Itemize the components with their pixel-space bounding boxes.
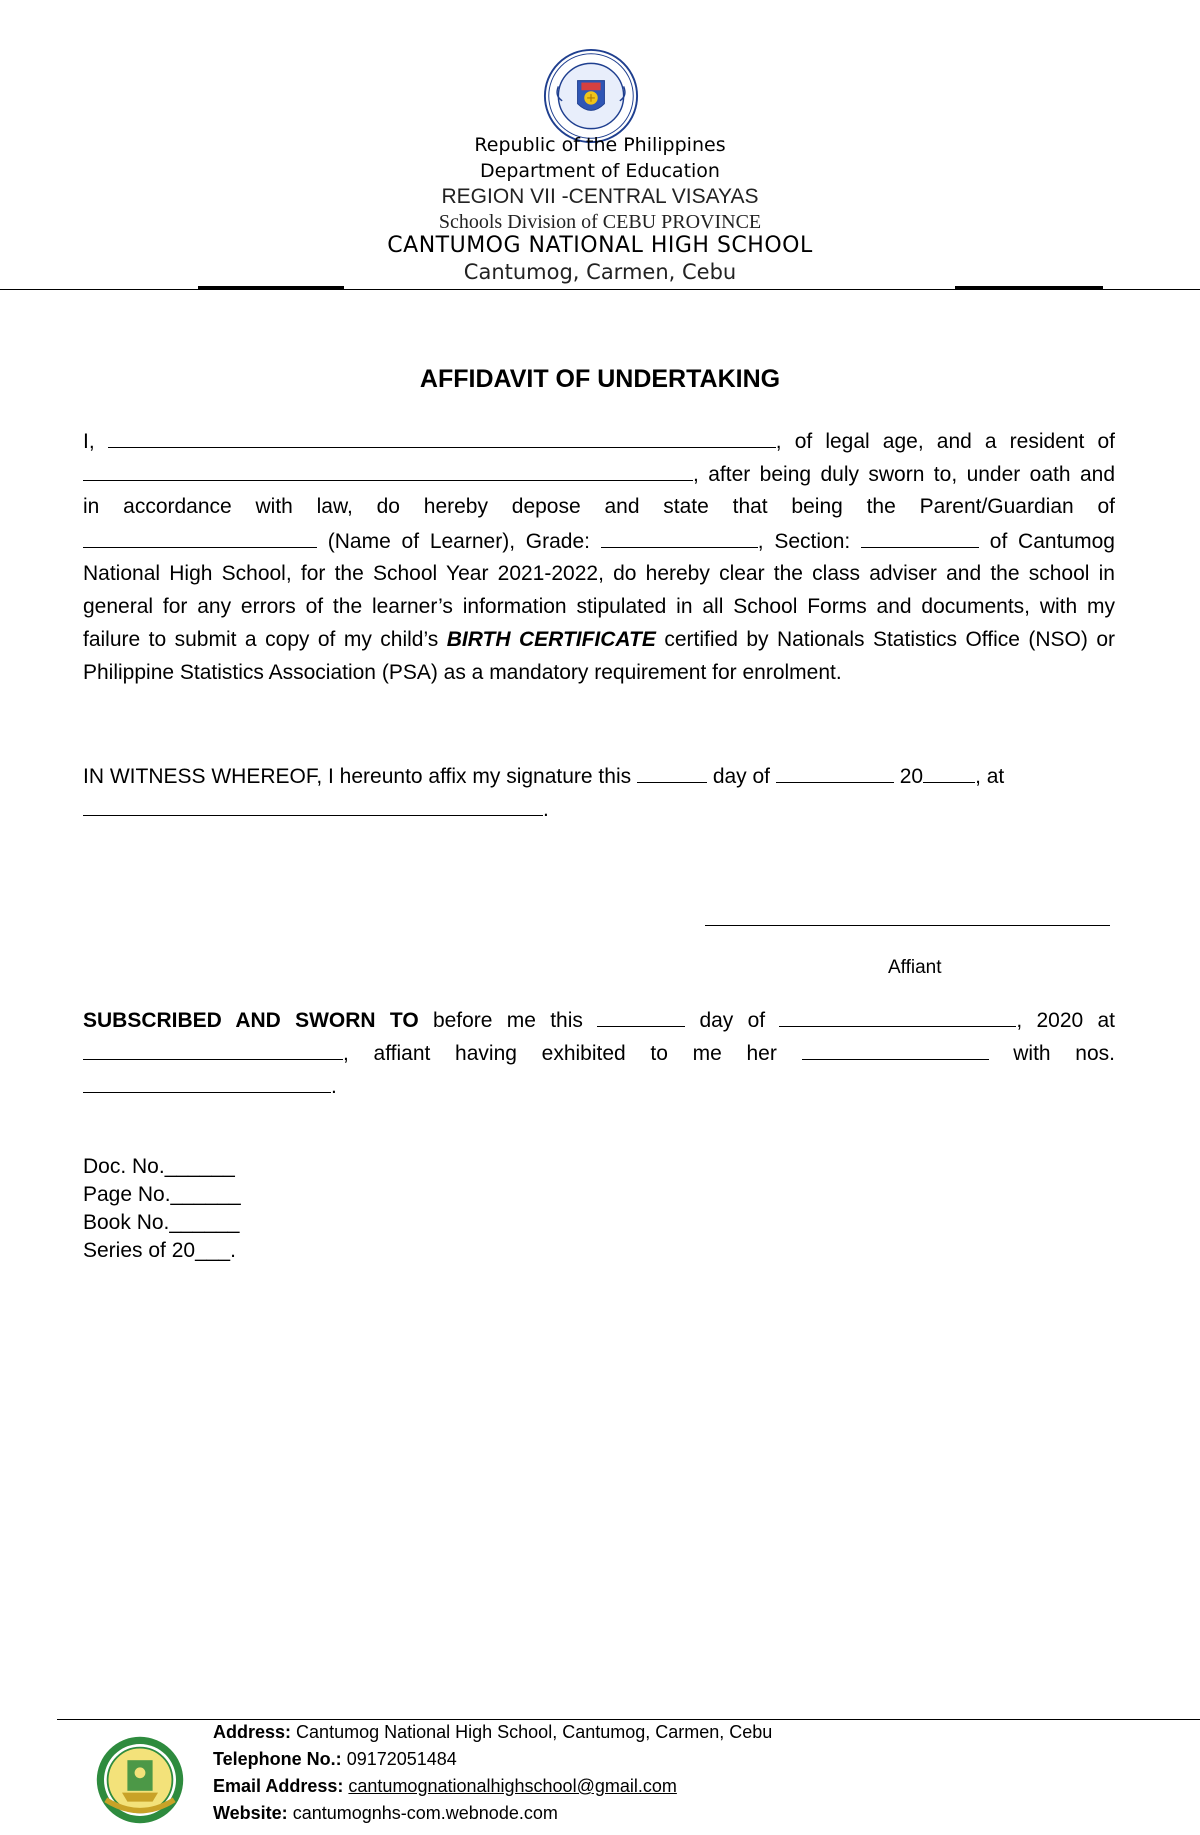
name-blank[interactable] (108, 429, 776, 448)
deped-seal-logo (543, 48, 639, 144)
book-number: Book No.______ (83, 1211, 240, 1234)
witness-day-blank[interactable] (637, 764, 707, 783)
sworn-day-blank[interactable] (597, 1008, 685, 1027)
affiant-signature-line[interactable] (705, 925, 1110, 926)
document-title: AFFIDAVIT OF UNDERTAKING (419, 365, 781, 393)
witness-month-blank[interactable] (776, 764, 894, 783)
id-type-blank[interactable] (802, 1041, 989, 1060)
header-region: REGION VII -CENTRAL VISAYAS (441, 185, 759, 208)
sworn-line-3: . (83, 1074, 1115, 1098)
body-line-5: National High School, for the School Year 2021-2022, do hereby clear the class adviser and the school in (83, 562, 1115, 585)
footer-telephone: Telephone No.: 09172051484 (213, 1749, 457, 1769)
header-division: Schools Division of CEBU PROVINCE (438, 211, 762, 233)
footer-website: Website: cantumognhs-com.webnode.com (213, 1803, 558, 1823)
body-line-6: general for any errors of the learner’s information stipulated in all School Forms and documents, with my (83, 595, 1115, 618)
header-divider-accent-right (955, 286, 1103, 289)
footer-divider (57, 1719, 1200, 1720)
series-number: Series of 20___. (83, 1239, 236, 1262)
header-republic: Republic of the Philippines (474, 134, 726, 156)
body-line-8: Philippine Statistics Association (PSA) as a mandatory requirement for enrolment. (83, 661, 842, 684)
page-number: Page No.______ (83, 1183, 241, 1206)
learner-name-blank[interactable] (83, 529, 317, 548)
body-line-4: (Name of Learner), Grade: , Section: of Cantumog (83, 529, 1115, 553)
birth-certificate-emphasis: BIRTH CERTIFICATE (446, 628, 656, 651)
body-line-2: , after being duly sworn to, under oath and (83, 462, 1115, 486)
header-divider (0, 289, 1200, 290)
footer-address: Address: Cantumog National High School, Cantumog, Carmen, Cebu (213, 1722, 773, 1742)
header-department: Department of Education (480, 160, 720, 182)
doc-number: Doc. No.______ (83, 1155, 235, 1178)
body-line-1: I, , of legal age, and a resident of (83, 430, 1115, 453)
header-divider-accent-left (198, 286, 344, 289)
witness-place-line: . (83, 797, 1115, 821)
website-link[interactable]: cantumognhs-com.webnode.com (292, 1803, 558, 1823)
grade-blank[interactable] (601, 529, 758, 548)
body-line-3: in accordance with law, do hereby depose and state that being the Parent/Guardian of (83, 495, 1115, 518)
body-line-7: failure to submit a copy of my child’s BIRTH CERTIFICATE certified by Nationals Statistics Office (NSO) or (83, 628, 1115, 651)
header-school-address: Cantumog, Carmen, Cebu (463, 260, 737, 284)
footer-email: Email Address: cantumognationalhighschool@gmail.com (213, 1776, 677, 1796)
school-seal-logo (95, 1735, 185, 1825)
residence-blank[interactable] (83, 462, 693, 481)
sworn-month-blank[interactable] (779, 1008, 1016, 1027)
header-school-name: CANTUMOG NATIONAL HIGH SCHOOL (387, 233, 813, 258)
sworn-line-1: SUBSCRIBED AND SWORN TO before me this day of , 2020 at (83, 1009, 1115, 1032)
email-link[interactable]: cantumognationalhighschool@gmail.com (348, 1776, 677, 1796)
witness-year-blank[interactable] (923, 764, 975, 783)
sworn-place-blank[interactable] (83, 1041, 343, 1060)
sworn-line-2: , affiant having exhibited to me her with nos. (83, 1041, 1115, 1065)
affiant-label: Affiant (888, 957, 942, 978)
id-number-blank[interactable] (83, 1074, 331, 1093)
witness-line: IN WITNESS WHEREOF, I hereunto affix my signature this day of 20 , at (83, 765, 1005, 788)
witness-place-blank[interactable] (83, 797, 543, 816)
section-blank[interactable] (861, 529, 979, 548)
